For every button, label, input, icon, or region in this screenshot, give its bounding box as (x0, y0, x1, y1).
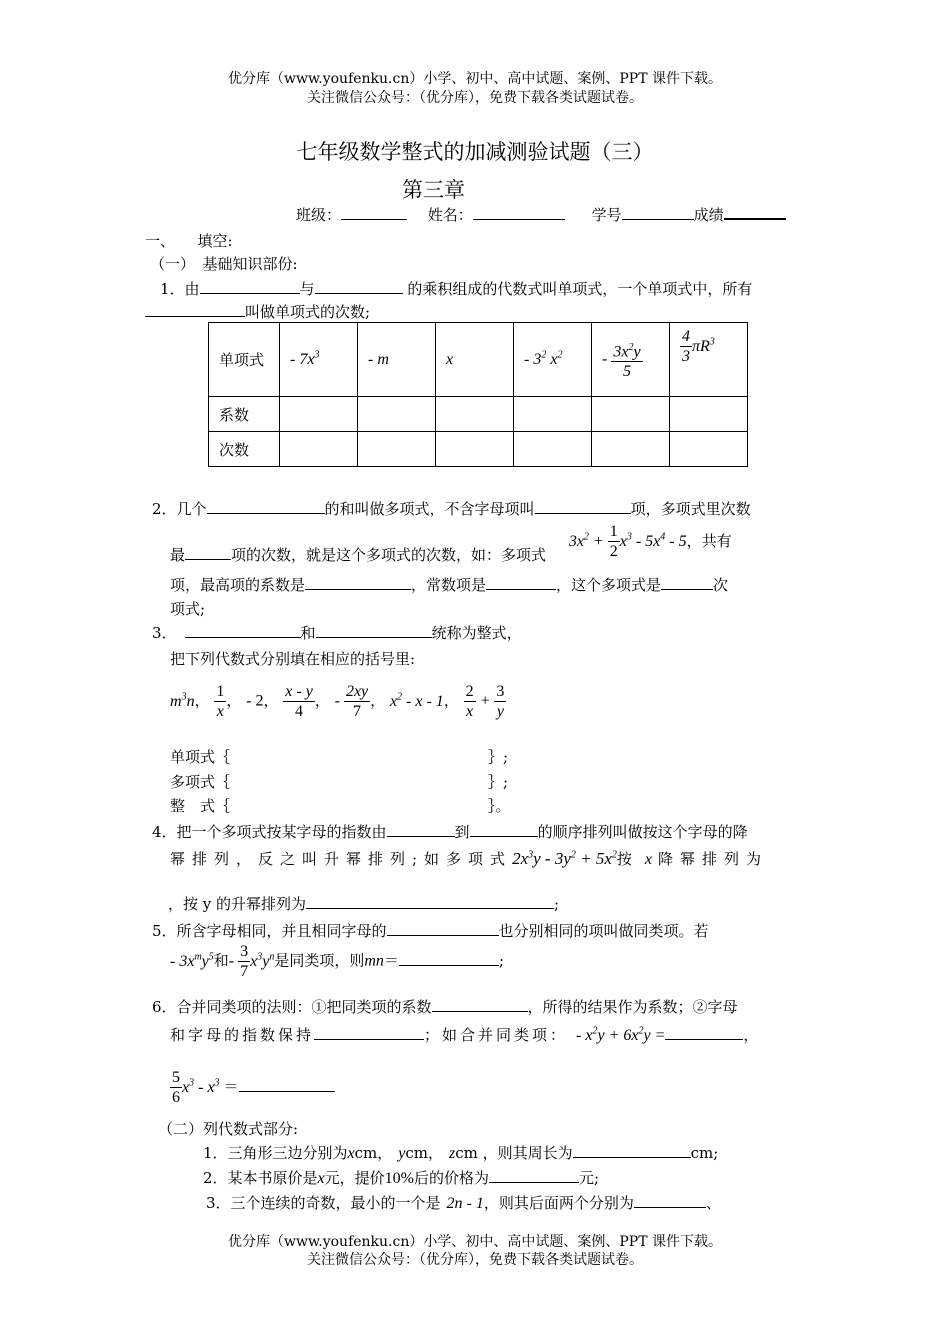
table-row-label: 次数 (209, 432, 280, 467)
coef-cell[interactable] (436, 397, 514, 432)
question-4: 4．把一个多项式按某字母的指数由 到 的顺序排列叫做按这个字母的降 (152, 823, 748, 841)
question-5: 5．所含字母相同，并且相同字母的 也分别相同的项叫做同类项。若 (152, 922, 709, 940)
table-cell: $\frac{4}{3}$ $\pi R^3$ (670, 323, 748, 397)
q1-blank-2[interactable] (315, 279, 403, 294)
q1-blank-3[interactable] (145, 302, 245, 317)
question-6: 6．合并同类项的法则：①把同类项的系数 ，所得的结果作为系数；②字母 (152, 998, 738, 1016)
student-info (296, 204, 786, 225)
class-label: 班级： (296, 206, 342, 224)
polynomial-bracket[interactable]: 多项式｛ ｝; (170, 773, 509, 791)
monomial-bracket[interactable]: 单项式｛ ｝; (170, 748, 509, 766)
coef-cell[interactable] (514, 397, 592, 432)
degree-cell[interactable] (280, 432, 358, 467)
table-cell: - $7x^3$ (280, 323, 358, 397)
score-field[interactable] (724, 204, 786, 220)
q3-blank-1[interactable] (185, 623, 301, 638)
integral-expression-bracket[interactable]: 整 式｛ ｝。 (170, 797, 511, 815)
question-4-line3: ，按 y 的升幂排列为 ; (168, 895, 560, 913)
question-6-line2: 和字母的指数保持 ；如合并同类项： - $x^2y + 6x^2y$ = ， (170, 1025, 759, 1044)
question-3-instruction: 把下列代数式分别填在相应的括号里: (170, 650, 416, 668)
question-2-line3: 项，最高项的系数是 ，常数项是 ，这个多项式是 次 (170, 576, 729, 594)
page-title: 七年级数学整式的加减测验试题（三） (296, 140, 654, 164)
part-basic-knowledge: （一） 基础知识部份: (150, 255, 298, 273)
degree-cell[interactable] (670, 432, 748, 467)
q2-blank-1[interactable] (207, 499, 325, 514)
coef-cell[interactable] (592, 397, 670, 432)
question-6-line3: $\frac{5}{6}$ $x^3 - x^3$ ＝ (170, 1068, 335, 1116)
question-2-line2: 最 项的次数，就是这个多项式的次数，如：多项式 $3x^2$ + $\frac{1}{2}$ $x^3 - 5x^4 - 5$，共有 (170, 523, 732, 564)
q4-blank-2[interactable] (470, 822, 538, 837)
q4-blank-3[interactable] (306, 894, 554, 909)
q6-blank-3[interactable] (665, 1025, 743, 1040)
p2q1-blank[interactable] (573, 1143, 691, 1158)
p2q2-blank[interactable] (489, 1168, 579, 1183)
q6-blank-2[interactable] (314, 1025, 424, 1040)
degree-cell[interactable] (514, 432, 592, 467)
id-label: 学号 (591, 206, 622, 224)
part-algebraic-expressions: （二）列代数式部分: (158, 1120, 299, 1138)
p2q3-blank[interactable] (634, 1193, 706, 1208)
q2-blank-4[interactable] (305, 575, 411, 590)
p2-question-3: 3．三个连续的奇数，最小的一个是 2n - 1，则其后面两个分别为 、 (206, 1194, 721, 1212)
chapter-title: 第三章 (402, 178, 465, 202)
table-cell: - $\frac{3x^2y}{5}$ (592, 323, 670, 397)
q5-blank-1[interactable] (387, 921, 499, 936)
coef-cell[interactable] (280, 397, 358, 432)
degree-cell[interactable] (436, 432, 514, 467)
q4-blank-1[interactable] (387, 822, 455, 837)
coef-cell[interactable] (358, 397, 436, 432)
site-header-line1: 优分库（www.youfenku.cn）小学、初中、高中试题、案例、PPT 课件下载。 (227, 71, 722, 87)
table-row-label: 单项式 (209, 323, 280, 397)
q2-blank-6[interactable] (661, 575, 713, 590)
name-field[interactable] (473, 205, 565, 220)
id-field[interactable] (622, 205, 694, 220)
question-1: 1．由 与 的乘积组成的代数式叫单项式，一个单项式中，所有 (160, 280, 753, 298)
question-5-line2: - $3x^my^5$和- $\frac{3}{7}$ $x^3y^n$是同类项，则mn＝ ; (170, 943, 504, 980)
expression-list: $m^3n$， $\frac{1}{x}$ ， - 2， $\frac{x - y}{4}$ ， - $\frac{2xy}{7}$ ， $x^2$ - x - 1， $\frac{2}{x}$ + $\frac{3}{y}$ (170, 683, 505, 720)
q2-blank-2[interactable] (535, 499, 631, 514)
q1-blank-1[interactable] (200, 279, 300, 294)
q2-blank-3[interactable] (185, 545, 231, 560)
class-field[interactable] (341, 205, 407, 220)
q6-blank-4[interactable] (239, 1077, 335, 1092)
q3-blank-2[interactable] (316, 623, 432, 638)
coef-cell[interactable] (670, 397, 748, 432)
question-1-cont: 叫做单项式的次数; (145, 301, 370, 322)
p2-question-1: 1．三角形三边分别为xcm， ycm， zcm ，则其周长为 cm; (203, 1144, 719, 1162)
name-label: 姓名： (427, 206, 473, 224)
section-fill-blank: 一、 填空: (145, 232, 233, 250)
q5-blank-2[interactable] (399, 951, 499, 966)
q2-blank-5[interactable] (486, 575, 556, 590)
table-row-label: 系数 (209, 397, 280, 432)
degree-cell[interactable] (592, 432, 670, 467)
site-footer-line1: 优分库（www.youfenku.cn）小学、初中、高中试题、案例、PPT 课件下载。 (227, 1234, 722, 1250)
p2-question-2: 2．某本书原价是x元，提价10%后的价格为 元; (203, 1169, 600, 1187)
site-footer-line2: 关注微信公众号：（优分库），免费下载各类试题试卷。 (307, 1252, 643, 1268)
site-header-line2: 关注微信公众号：（优分库），免费下载各类试题试卷。 (307, 90, 643, 106)
question-2-line4: 项式; (170, 600, 206, 618)
table-cell: - m (358, 323, 436, 397)
score-label: 成绩 (693, 206, 724, 224)
monomial-table (208, 322, 748, 467)
question-3: 3． 和 统称为整式， (152, 624, 522, 642)
degree-cell[interactable] (358, 432, 436, 467)
question-2: 2．几个 的和叫做多项式，不含字母项叫 项，多项式里次数 (152, 500, 751, 518)
q6-blank-1[interactable] (432, 997, 528, 1012)
question-4-line2: 幂排列，反之叫升幂排列;如多项式$2x^3y - 3y^2 + 5x^2$按 x 降幂排列为 (170, 849, 769, 868)
table-cell: - $3^2$ $x^2$ (514, 323, 592, 397)
table-cell: x (436, 323, 514, 397)
